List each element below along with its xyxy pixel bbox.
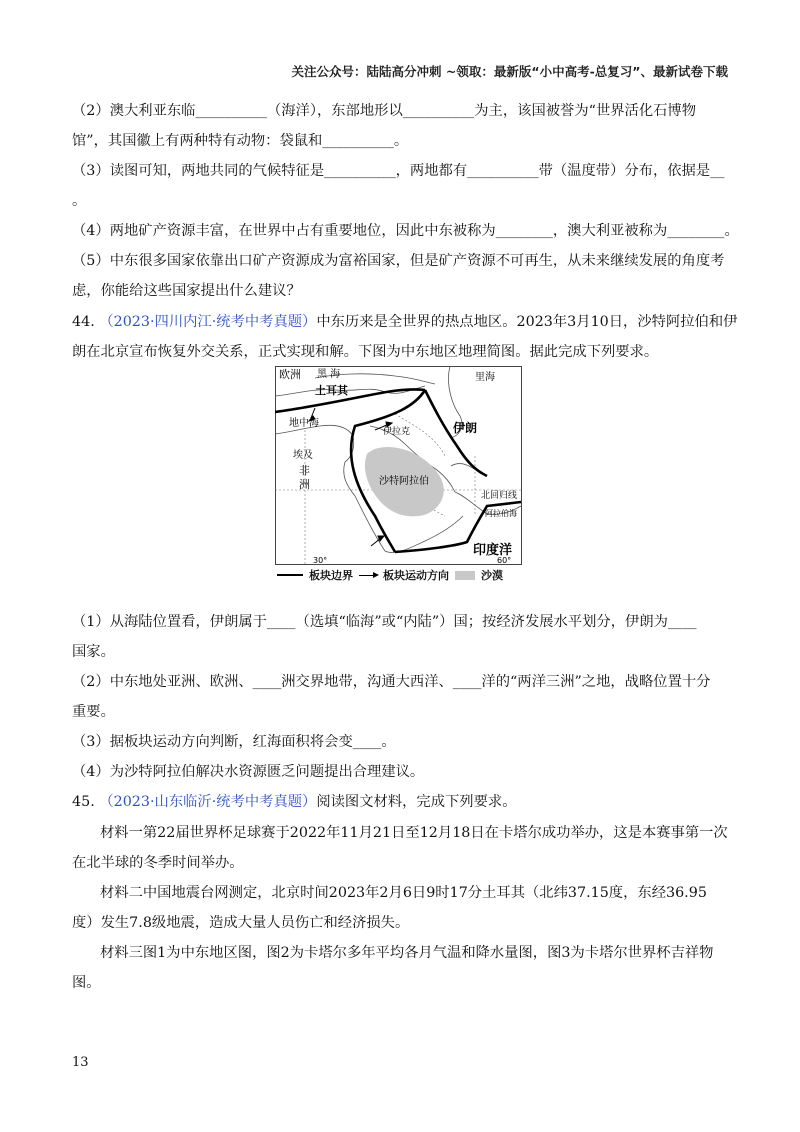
question-text: 阅读图文材料，完成下列要求。 xyxy=(316,794,517,810)
question-line: （3）据板块运动方向判断，红海面积将会变____。 xyxy=(72,734,396,750)
map-label-arabian-sea: 阿拉伯海 xyxy=(485,509,517,518)
map-label-lon-60: 60° xyxy=(497,556,512,565)
arrow-right-icon xyxy=(359,575,377,576)
question-number: 44. xyxy=(72,314,95,330)
material-line: 图。 xyxy=(72,975,101,991)
map-label-indian-ocean: 印度洋 xyxy=(473,543,513,558)
map-label-africa-2: 洲 xyxy=(299,478,310,491)
question-44-intro xyxy=(72,311,737,331)
question-line: 。 xyxy=(72,193,87,209)
question-line: （3）读图可知，两地共同的气候特征是__________，两地都有__________带（温度带）分布，依据是__ xyxy=(72,163,725,179)
middle-east-map xyxy=(275,366,522,565)
question-text: 中东历来是全世界的热点地区。2023年3月10日，沙特阿拉伯和伊 xyxy=(316,314,738,330)
question-line: 虑，你能给这些国家提出什么建议？ xyxy=(72,283,301,299)
map-label-africa-1: 非 xyxy=(299,464,310,477)
map-legend xyxy=(277,567,503,583)
question-line: （4）为沙特阿拉伯解决水资源匮乏问题提出合理建议。 xyxy=(72,764,425,780)
legend-plate-boundary: 板块边界 xyxy=(309,569,353,582)
question-line: （1）从海陆位置看，伊朗属于____（选填“临海”或“内陆”）国；按经济发展水平划分，伊朗为____ xyxy=(72,614,697,630)
map-label-iraq: 伊拉克 xyxy=(383,427,411,437)
map-label-black-sea: 黑 海 xyxy=(317,369,341,380)
material-line: 材料一第22届世界杯足球赛于2022年11月21日至12月18日在卡塔尔成功举办，这是本赛事第一次 xyxy=(100,825,728,841)
map-label-egypt: 埃及 xyxy=(293,450,313,461)
desert-symbol xyxy=(455,571,475,580)
map-label-saudi-arabia: 沙特阿拉伯 xyxy=(379,476,429,487)
map-label-tropic-of-cancer: 北回归线 xyxy=(481,491,518,501)
material-line: 材料二中国地震台网测定，北京时间2023年2月6日9时17分土耳其（北纬37.15度，东经36.95 xyxy=(100,885,707,901)
question-number: 45. xyxy=(72,794,95,810)
map-label-lon-30: 30° xyxy=(313,556,328,565)
question-source-link[interactable]: （2023·山东临沂·统考中考真题） xyxy=(99,794,317,810)
question-line: （5）中东很多国家依靠出口矿产资源成为富裕国家，但是矿产资源不可再生，从未来继续发展的角度考 xyxy=(72,253,725,269)
question-line: （2）中东地处亚洲、欧洲、____洲交界地带，沟通大西洋、____洋的“两洋三洲”之地，战略位置十分 xyxy=(72,674,711,690)
question-line: 重要。 xyxy=(72,704,115,720)
question-45-intro xyxy=(72,791,517,811)
plate-boundary-symbol xyxy=(277,574,303,576)
map-label-caspian-sea: 里海 xyxy=(475,372,495,383)
question-line: （4）两地矿产资源丰富，在世界中占有重要地位，因此中东被称为________，澳大利亚被称为________。 xyxy=(72,223,739,239)
page-number: 13 xyxy=(72,1055,89,1070)
map-label-mediterranean: 地中海 xyxy=(289,418,319,429)
map-label-europe: 欧洲 xyxy=(279,368,301,381)
page-header: 关注公众号：陆陆高分冲刺 ~领取：最新版“小中高考-总复习”、最新试卷下载 xyxy=(291,64,728,79)
material-line: 材料三图1为中东地区图，图2为卡塔尔多年平均各月气温和降水量图，图3为卡塔尔世界杯吉祥物 xyxy=(100,945,714,961)
material-line: 度）发生7.8级地震，造成大量人员伤亡和经济损失。 xyxy=(72,915,410,931)
map-label-iran: 伊朗 xyxy=(453,421,478,435)
question-line: 国家。 xyxy=(72,644,115,660)
question-line: 朗在北京宣布恢复外交关系，正式实现和解。下图为中东地区地理简图。据此完成下列要求。 xyxy=(72,344,659,360)
map-label-turkey: 土耳其 xyxy=(315,384,348,397)
material-line: 在北半球的冬季时间举办。 xyxy=(72,855,244,871)
question-line: 馆”，其国徽上有两种特有动物：袋鼠和__________。 xyxy=(72,133,409,149)
legend-plate-direction: 板块运动方向 xyxy=(383,569,449,582)
question-line: （2）澳大利亚东临__________（海洋），东部地形以__________为主，该国被誉为“世界活化石博物 xyxy=(72,103,697,119)
legend-desert: 沙漠 xyxy=(481,569,503,582)
question-source-link[interactable]: （2023·四川内江·统考中考真题） xyxy=(99,314,317,330)
